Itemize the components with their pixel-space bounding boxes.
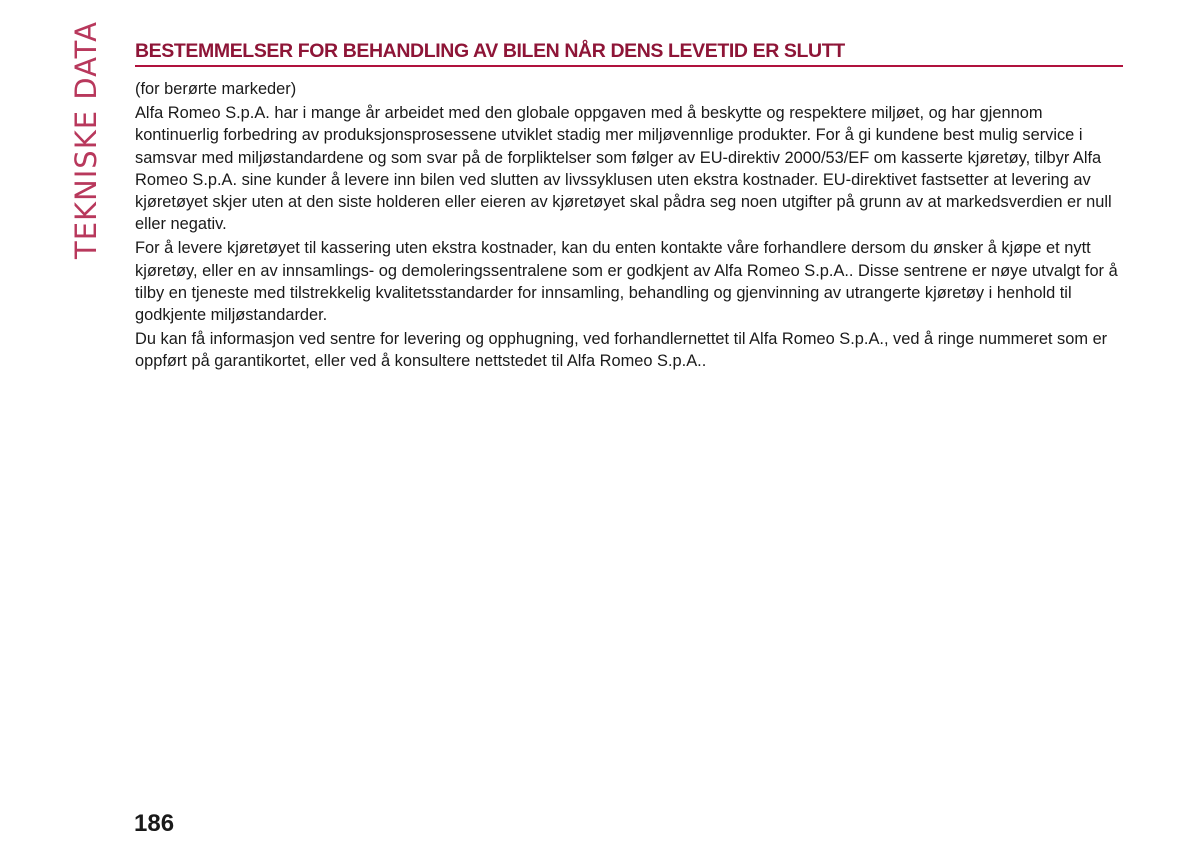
section-title: BESTEMMELSER FOR BEHANDLING AV BILEN NÅR DENS LEVETID ER SLUTT [135, 38, 1123, 67]
chapter-side-tab [66, 21, 106, 259]
paragraph: Du kan få informasjon ved sentre for levering og opphugning, ved forhandlernettet til Alfa Romeo S.p.A., ved å ringe nummeret som er oppført på garantikortet, eller ved å konsultere nettstedet til Alfa Romeo S.p.A.. [135, 330, 1108, 371]
paragraph: For å levere kjøretøyet til kassering uten ekstra kostnader, kan du enten kontakte våre forhandlere dersom du ønsker å kjøpe et nytt kjøretøy, eller en av innsamlings- og demoleringssentralene som er godkjent av Alfa Romeo S.p.A.. Disse sentrene er nøye utvalgt for å tilby en tjeneste med tilstrekkelig kvalitetsstandarder for innsamling, behandling og gjenvinning av utrangerte kjøretøy i henhold til godkjente miljøstandarder. [135, 239, 1118, 325]
section-body [135, 78, 1123, 373]
chapter-side-tab-label: TEKNISKE DATA [69, 21, 104, 259]
section-note: (for berørte markeder) [135, 80, 297, 98]
document-section [135, 38, 1123, 375]
page-number: 186 [134, 810, 175, 837]
paragraph: Alfa Romeo S.p.A. har i mange år arbeidet med den globale oppgaven med å beskytte og respektere miljøet, og har gjennom kontinuerlig forbedring av produksjonsprosessene utviklet stadig mer miljøvennlige produkter. For å gi kundene best mulig service i samsvar med miljøstandardene og som svar på de forpliktelser som følger av EU-direktiv 2000/53/EF om kasserte kjøretøy, tilbyr Alfa Romeo S.p.A. sine kunder å levere inn bilen ved slutten av livssyklusen uten ekstra kostnader. EU-direktivet fastsetter at levering av kjøretøyet skjer uten at den siste holderen eller eieren av kjøretøyet skal pådra seg noen utgifter på grunn av at markedsverdien er null eller negativ. [135, 104, 1112, 234]
